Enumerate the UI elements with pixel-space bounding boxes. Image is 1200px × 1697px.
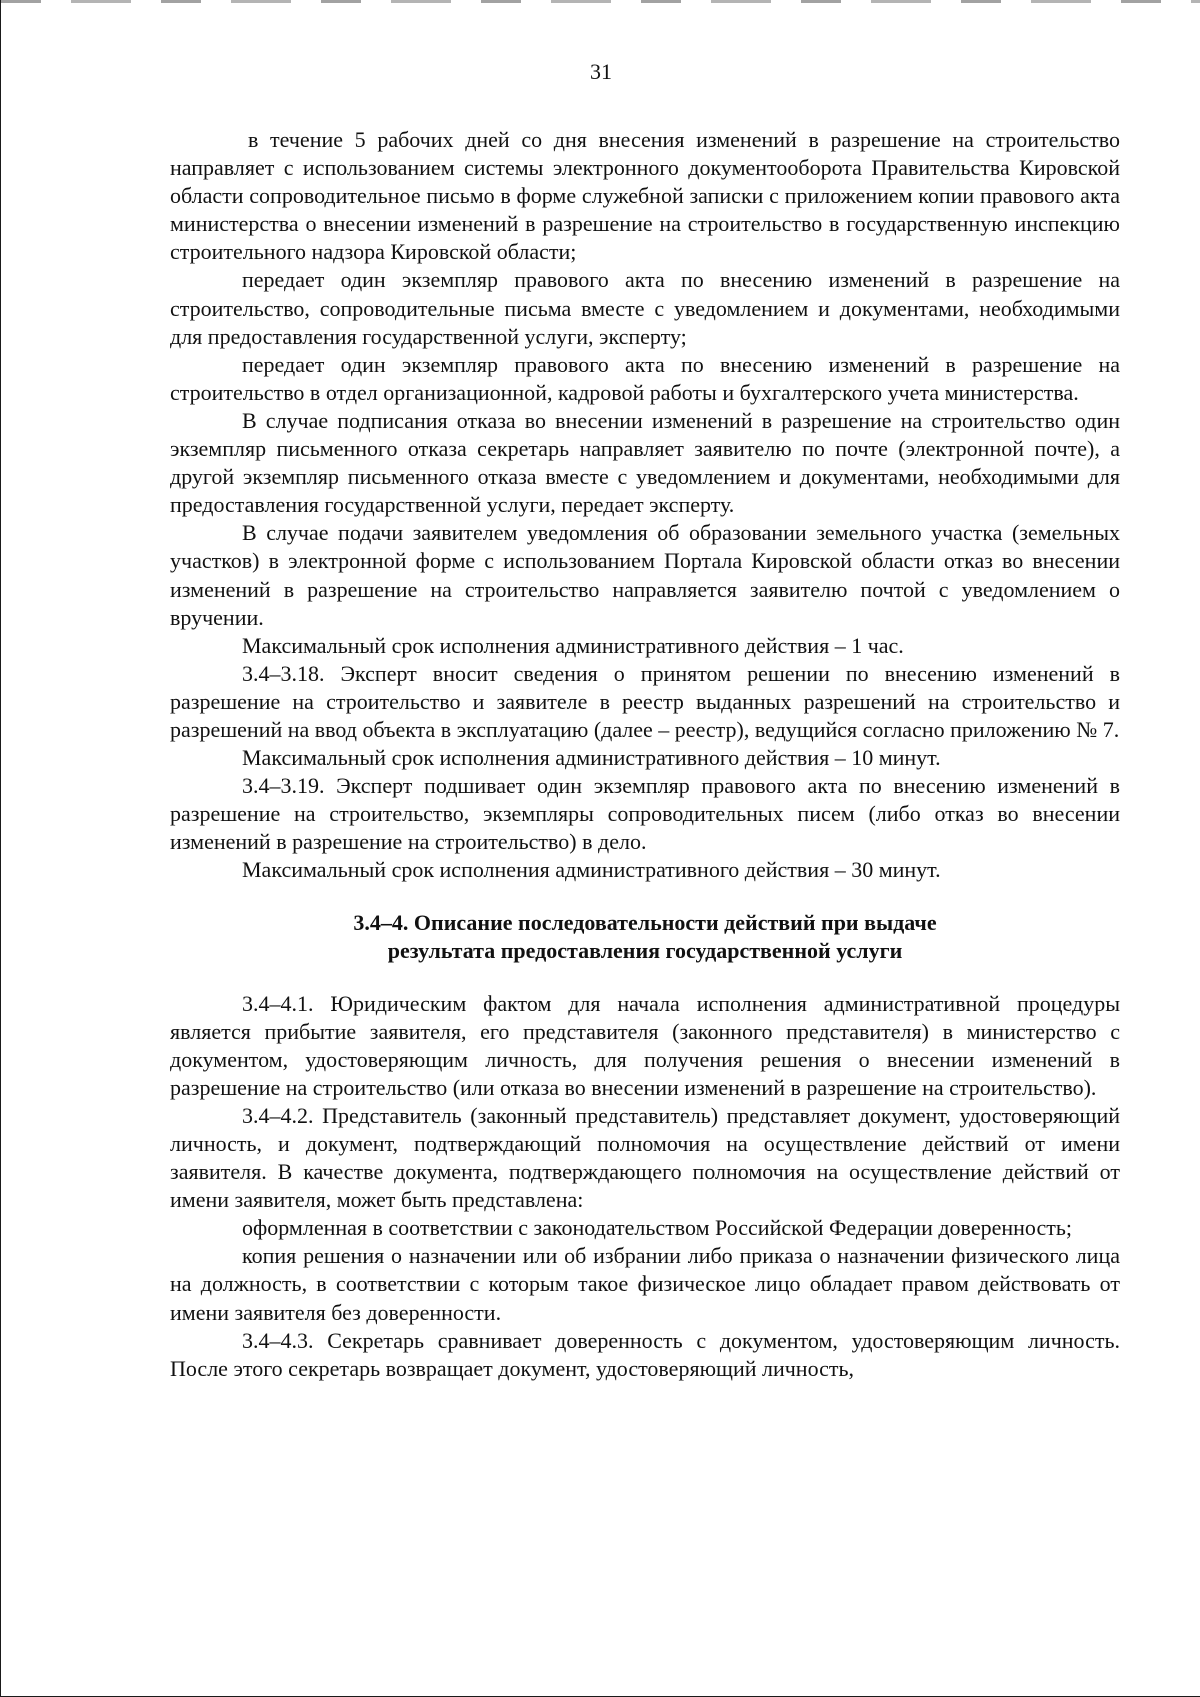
paragraph: Максимальный срок исполнения административного действия – 10 минут. [242, 745, 941, 771]
paragraph: передает один экземпляр правового акта по внесению изменений в разрешение на строительство, сопроводительные письма вместе с уведомлением и документами, необходимыми для предоставления государственной услуги, эксперту; [170, 267, 1120, 349]
paragraph: в течение 5 рабочих дней со дня внесения изменений в разрешение на строительство направляет с использованием системы электронного документооборота Правительства Кировской области сопроводительное письмо в форме служебной записки с приложением копии правового акта министерства о внесении изменений в разрешение на строительство в государственную инспекцию строительного надзора Кировской области; [170, 127, 1120, 265]
paragraph: В случае подачи заявителем уведомления об образовании земельного участка (земельных участков) в электронной форме с использованием Портала Кировской области отказ во внесении изменений в разрешение на строительство направляется заявителю почтой с уведомлением о вручении. [170, 520, 1120, 630]
paragraph: 3.4–4.3. Секретарь сравнивает доверенность с документом, удостоверяющим личность. После этого секретарь возвращает документ, удостоверяющий личность, [170, 1327, 1120, 1381]
paragraph: передает один экземпляр правового акта по внесению изменений в разрешение на строительство в отдел организационной, кадровой работы и бухгалтерского учета министерства. [170, 351, 1120, 405]
paragraph: 3.4–4.2. Представитель (законный представитель) представляет документ, удостоверяющий личность, и документ, подтверждающий полномочия на осуществление действий от имени заявителя. В качестве документа, подтверждающего полномочия на осуществление действий от имени заявителя, может быть представлена: [170, 1102, 1120, 1213]
section-heading [170, 909, 1120, 966]
paragraph: В случае подписания отказа во внесении изменений в разрешение на строительство один экземпляр письменного отказа секретарь направляет заявителю по почте (электронной почте), а другой экземпляр письменного отказа вместе с уведомлением и документами, необходимыми для предоставления государственной услуги, передает эксперту. [170, 407, 1120, 518]
paragraph: 3.4–4.1. Юридическим фактом для начала исполнения административной процедуры является прибытие заявителя, его представителя (законного представителя) в министерство с документом, удостоверяющим личность, для получения решения о внесении изменений в разрешение на строительство (или отказа во внесении изменений в разрешение на строительство). [170, 990, 1120, 1100]
page-number: 31 [590, 59, 612, 84]
scan-edge-artifact [1, 0, 1200, 3]
paragraph: оформленная в соответствии с законодательством Российской Федерации доверенность; [242, 1215, 1072, 1241]
paragraph: 3.4–3.18. Эксперт вносит сведения о принятом решении по внесению изменений в разрешение на строительство и заявителе в реестр выданных разрешений на строительство и разрешений на ввод объекта в эксплуатацию (далее – реестр), ведущийся согласно приложению № 7. [170, 660, 1120, 742]
paragraph: 3.4–3.19. Эксперт подшивает один экземпляр правового акта по внесению изменений в разрешение на строительство, экземпляры сопроводительных писем (либо отказ во внесении изменений в разрешение на строительство) в дело. [170, 773, 1120, 855]
paragraph: копия решения о назначении или об избрании либо приказа о назначении физического лица на должность, в соответствии с которым такое физическое лицо обладает правом действовать от имени заявителя без доверенности. [170, 1243, 1120, 1325]
section-heading-line: 3.4–4. Описание последовательности действий при выдаче [353, 909, 937, 935]
section-heading-line: результата предоставления государственной услуги [387, 938, 903, 964]
paragraph: Максимальный срок исполнения административного действия – 30 минут. [242, 857, 941, 883]
paragraph: Максимальный срок исполнения административного действия – 1 час. [242, 632, 904, 658]
document-body [170, 126, 1120, 1383]
